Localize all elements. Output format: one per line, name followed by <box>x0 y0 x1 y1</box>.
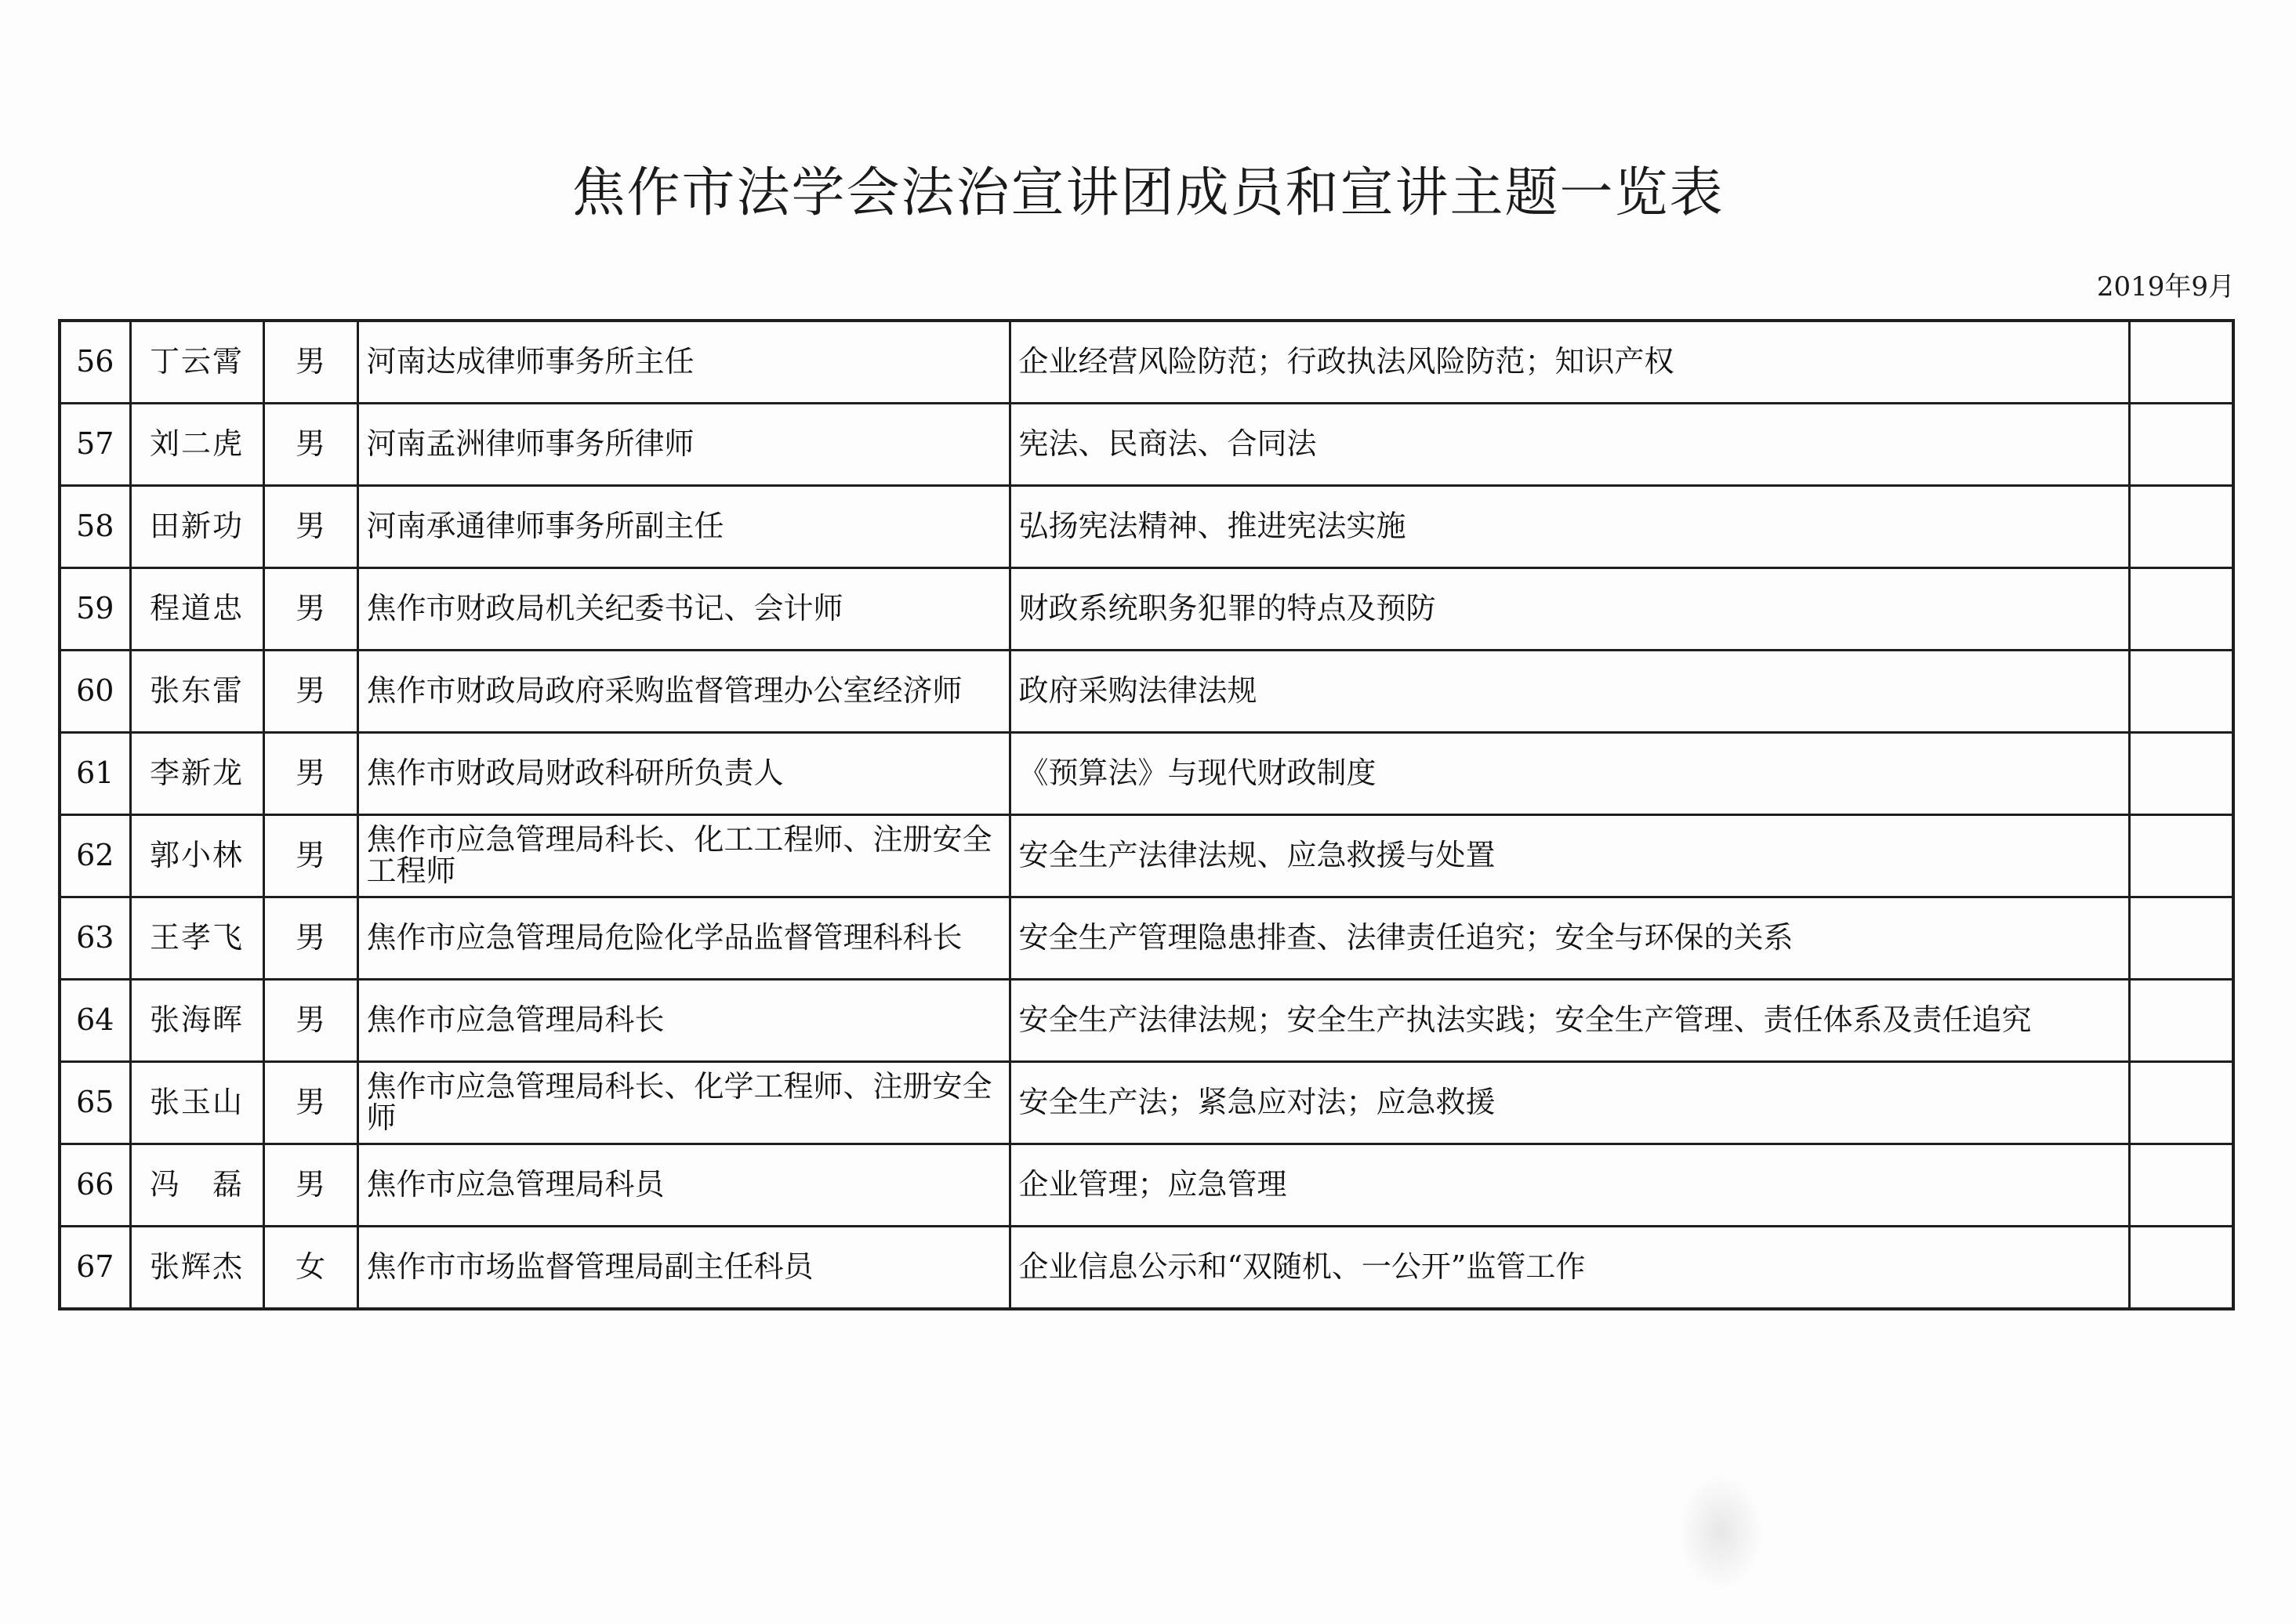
cell-unit-title: 河南承通律师事务所副主任 <box>357 486 1010 568</box>
cell-gender: 男 <box>263 980 357 1062</box>
cell-unit-title: 焦作市财政局机关纪委书记、会计师 <box>357 568 1010 651</box>
cell-name: 刘二虎 <box>130 404 263 486</box>
cell-name: 郭小林 <box>130 815 263 897</box>
cell-gender: 男 <box>263 568 357 651</box>
cell-gender: 男 <box>263 897 357 980</box>
cell-number: 63 <box>60 897 130 980</box>
cell-blank <box>2129 733 2233 815</box>
cell-name: 张辉杰 <box>130 1227 263 1310</box>
cell-lecture-topic: 安全生产法律法规、应急救援与处置 <box>1010 815 2129 897</box>
cell-name: 田新功 <box>130 486 263 568</box>
cell-lecture-topic: 企业经营风险防范；行政执法风险防范；知识产权 <box>1010 321 2129 404</box>
cell-blank <box>2129 897 2233 980</box>
cell-gender: 男 <box>263 404 357 486</box>
cell-number: 61 <box>60 733 130 815</box>
cell-unit-title: 焦作市市场监督管理局副主任科员 <box>357 1227 1010 1310</box>
cell-name: 冯 磊 <box>130 1144 263 1227</box>
table-row <box>60 815 2233 897</box>
cell-lecture-topic: 财政系统职务犯罪的特点及预防 <box>1010 568 2129 651</box>
cell-blank <box>2129 651 2233 733</box>
table-row <box>60 486 2233 568</box>
cell-gender: 男 <box>263 321 357 404</box>
cell-unit-title: 焦作市应急管理局危险化学品监督管理科科长 <box>357 897 1010 980</box>
cell-unit-title: 焦作市财政局政府采购监督管理办公室经济师 <box>357 651 1010 733</box>
cell-number: 65 <box>60 1062 130 1144</box>
cell-lecture-topic: 弘扬宪法精神、推进宪法实施 <box>1010 486 2129 568</box>
cell-name: 张东雷 <box>130 651 263 733</box>
cell-number: 64 <box>60 980 130 1062</box>
scan-smudge <box>1678 1474 1764 1591</box>
cell-lecture-topic: 《预算法》与现代财政制度 <box>1010 733 2129 815</box>
cell-gender: 男 <box>263 1144 357 1227</box>
cell-lecture-topic: 企业管理；应急管理 <box>1010 1144 2129 1227</box>
cell-unit-title: 河南达成律师事务所主任 <box>357 321 1010 404</box>
cell-name: 程道忠 <box>130 568 263 651</box>
table-row <box>60 733 2233 815</box>
table-row <box>60 1227 2233 1310</box>
cell-number: 57 <box>60 404 130 486</box>
cell-lecture-topic: 宪法、民商法、合同法 <box>1010 404 2129 486</box>
cell-lecture-topic: 安全生产管理隐患排查、法律责任追究；安全与环保的关系 <box>1010 897 2129 980</box>
cell-unit-title: 焦作市应急管理局科长 <box>357 980 1010 1062</box>
cell-number: 59 <box>60 568 130 651</box>
document-date: 2019年9月 <box>2096 271 2235 303</box>
member-table-body <box>60 321 2233 1309</box>
table-row <box>60 897 2233 980</box>
cell-gender: 男 <box>263 733 357 815</box>
cell-unit-title: 焦作市应急管理局科长、化学工程师、注册安全师 <box>357 1062 1010 1144</box>
table-row <box>60 1144 2233 1227</box>
cell-blank <box>2129 486 2233 568</box>
table-row <box>60 980 2233 1062</box>
member-table <box>58 319 2235 1310</box>
cell-number: 60 <box>60 651 130 733</box>
cell-lecture-topic: 企业信息公示和“双随机、一公开”监管工作 <box>1010 1227 2129 1310</box>
document-title: 焦作市法学会法治宣讲团成员和宣讲主题一览表 <box>571 162 1725 224</box>
cell-lecture-topic: 安全生产法律法规；安全生产执法实践；安全生产管理、责任体系及责任追究 <box>1010 980 2129 1062</box>
cell-blank <box>2129 1144 2233 1227</box>
cell-name: 张海晖 <box>130 980 263 1062</box>
cell-number: 67 <box>60 1227 130 1310</box>
table-row <box>60 651 2233 733</box>
table-row <box>60 1062 2233 1144</box>
cell-blank <box>2129 1227 2233 1310</box>
cell-blank <box>2129 321 2233 404</box>
cell-blank <box>2129 1062 2233 1144</box>
cell-gender: 男 <box>263 1062 357 1144</box>
cell-name: 王孝飞 <box>130 897 263 980</box>
cell-blank <box>2129 980 2233 1062</box>
cell-unit-title: 焦作市财政局财政科研所负责人 <box>357 733 1010 815</box>
cell-number: 58 <box>60 486 130 568</box>
cell-unit-title: 河南孟洲律师事务所律师 <box>357 404 1010 486</box>
cell-number: 56 <box>60 321 130 404</box>
cell-name: 李新龙 <box>130 733 263 815</box>
cell-number: 62 <box>60 815 130 897</box>
cell-lecture-topic: 政府采购法律法规 <box>1010 651 2129 733</box>
cell-gender: 女 <box>263 1227 357 1310</box>
cell-blank <box>2129 568 2233 651</box>
cell-gender: 男 <box>263 815 357 897</box>
cell-blank <box>2129 404 2233 486</box>
cell-lecture-topic: 安全生产法；紧急应对法；应急救援 <box>1010 1062 2129 1144</box>
cell-unit-title: 焦作市应急管理局科长、化工工程师、注册安全工程师 <box>357 815 1010 897</box>
cell-unit-title: 焦作市应急管理局科员 <box>357 1144 1010 1227</box>
cell-gender: 男 <box>263 486 357 568</box>
cell-name: 丁云霄 <box>130 321 263 404</box>
cell-gender: 男 <box>263 651 357 733</box>
table-row <box>60 568 2233 651</box>
table-row <box>60 321 2233 404</box>
cell-name: 张玉山 <box>130 1062 263 1144</box>
cell-number: 66 <box>60 1144 130 1227</box>
table-row <box>60 404 2233 486</box>
cell-blank <box>2129 815 2233 897</box>
